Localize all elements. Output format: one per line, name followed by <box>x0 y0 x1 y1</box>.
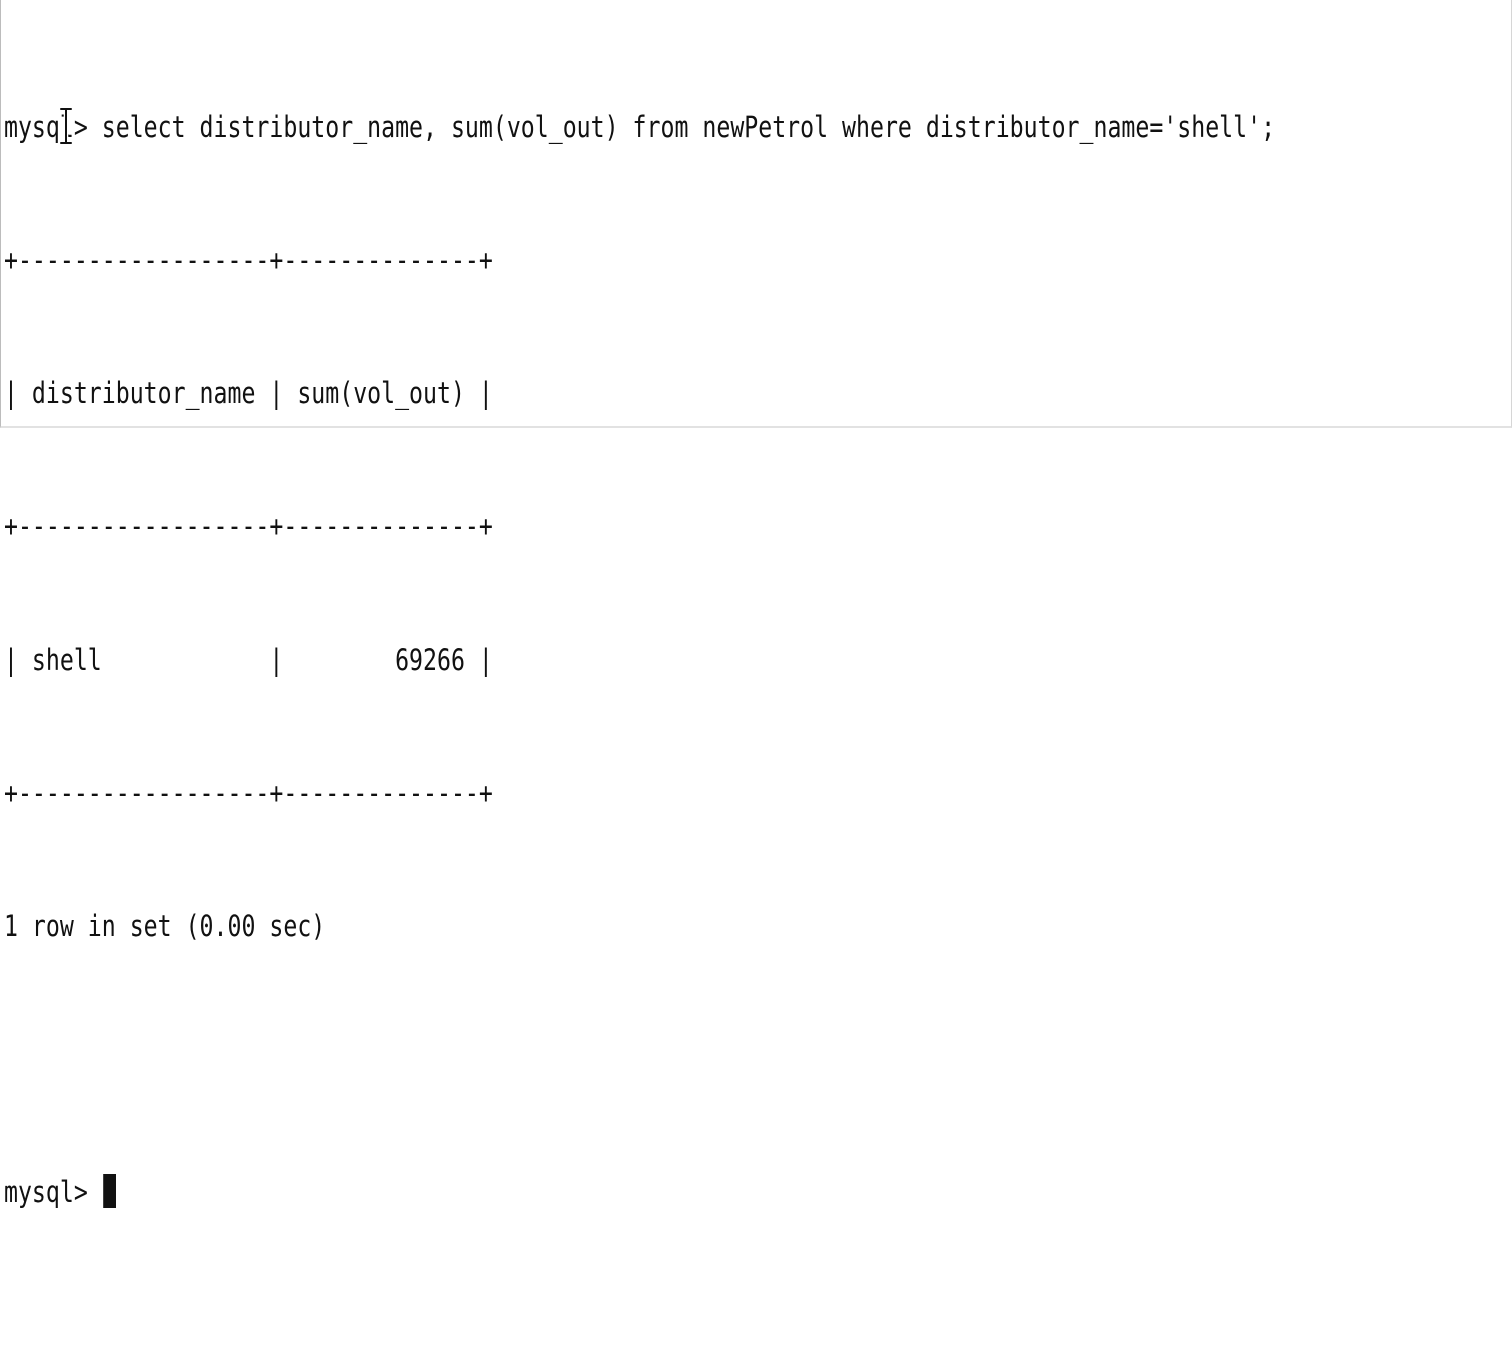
table-border-bottom: +------------------+--------------+ <box>4 775 493 810</box>
ibeam-pointer-icon <box>59 107 73 145</box>
text-cursor-icon <box>103 1174 116 1208</box>
query-command-line: mysql> select distributor_name, sum(vol_out) from newPetrol where distributor_name='shell'; <box>4 109 1276 144</box>
mysql-prompt: mysql> <box>4 1175 102 1210</box>
table-header-row: | distributor_name | sum(vol_out) | <box>4 376 493 411</box>
result-summary-line: 1 row in set (0.00 sec) <box>4 909 326 944</box>
table-border-middle: +------------------+--------------+ <box>4 509 493 544</box>
blank-line <box>4 1037 1210 1081</box>
prompt-line[interactable] <box>4 1170 1210 1214</box>
table-data-row: | shell | 69266 | <box>4 642 493 677</box>
table-border-top: +------------------+--------------+ <box>4 243 493 278</box>
